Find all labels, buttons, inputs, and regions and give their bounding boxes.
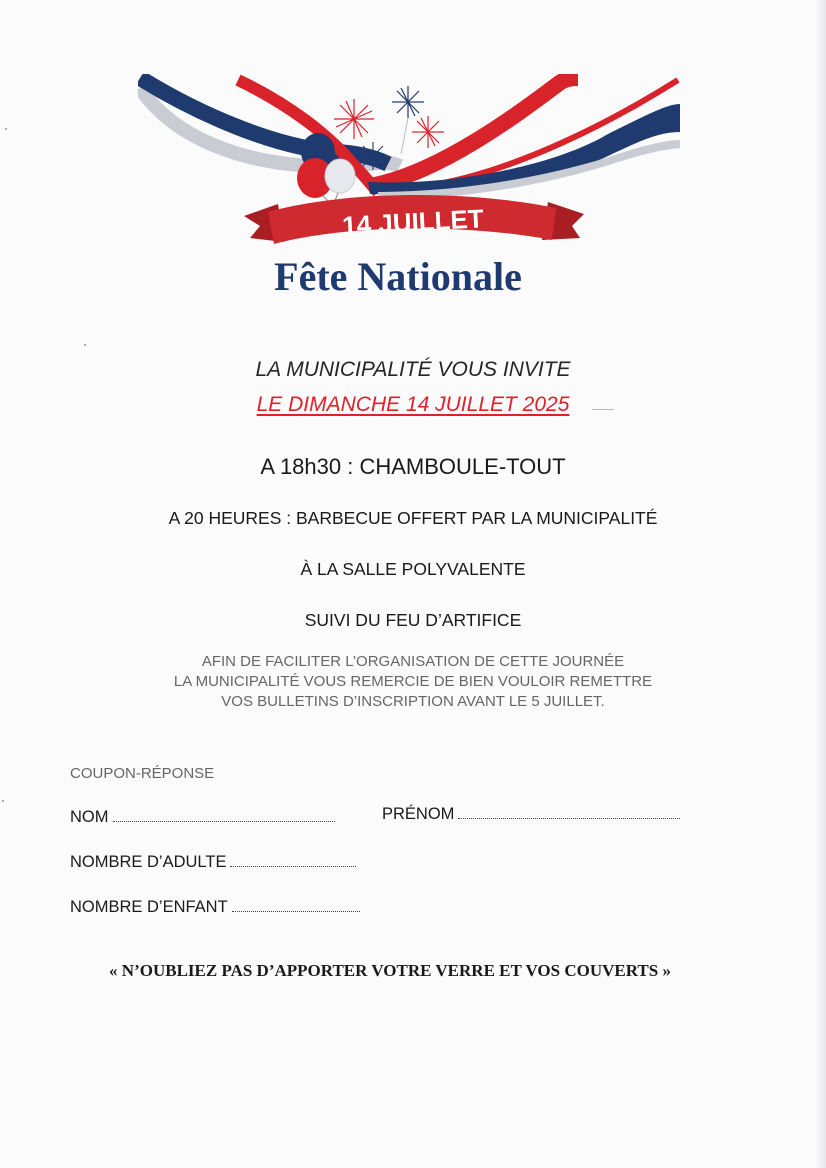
balloons xyxy=(297,133,355,206)
invitation-line: LA MUNICIPALITÉ VOUS INVITE xyxy=(255,358,571,381)
prenom-field[interactable] xyxy=(382,805,680,824)
coupon-title: COUPON-RÉPONSE xyxy=(70,765,215,782)
schedule-item-fireworks: SUIVI DU FEU D’ARTIFICE xyxy=(304,610,522,630)
firework-3 xyxy=(412,116,444,148)
enfants-field[interactable] xyxy=(70,898,360,917)
schedule-item-barbecue: A 20 HEURES : BARBECUE OFFERT PAR LA MUNICIPALITÉ xyxy=(168,508,658,528)
scan-speck xyxy=(84,344,86,346)
firework-1 xyxy=(334,99,374,139)
event-date-text: LE DIMANCHE 14 JUILLET 2025 xyxy=(256,393,570,416)
schedule-item-chamboule-tout: A 18h30 : CHAMBOULE-TOUT xyxy=(260,454,566,479)
registration-note xyxy=(0,652,826,712)
adultes-field[interactable] xyxy=(70,853,356,872)
prenom-dotted-line[interactable] xyxy=(458,806,680,819)
prenom-label: PRÉNOM xyxy=(382,805,455,823)
note-line-1: AFIN DE FACILITER L’ORGANISATION DE CETTE JOURNÉE xyxy=(201,653,625,670)
nom-label: NOM xyxy=(70,808,109,826)
event-date xyxy=(0,393,826,417)
note-line-3: VOS BULLETINS D’INSCRIPTION AVANT LE 5 JUILLET. xyxy=(221,693,605,710)
scan-speck xyxy=(5,128,7,130)
reminder-line: « N’OUBLIEZ PAS D’APPORTER VOTRE VERRE ET VOS COUVERTS » xyxy=(109,961,671,980)
enfants-label: NOMBRE D’ENFANT xyxy=(70,898,228,916)
date-dash-mark xyxy=(592,409,614,410)
adultes-label: NOMBRE D’ADULTE xyxy=(70,853,227,871)
nom-dotted-line[interactable] xyxy=(113,809,335,822)
fete-nationale-logo xyxy=(138,74,684,300)
adultes-dotted-line[interactable] xyxy=(230,854,356,867)
logo-title: Fête Nationale xyxy=(274,254,522,299)
note-line-2: LA MUNICIPALITÉ VOUS REMERCIE DE BIEN VOULOIR REMETTRE xyxy=(173,673,653,690)
page-edge-shadow xyxy=(816,0,826,1168)
firework-4 xyxy=(359,142,387,170)
banner-text: 14 JUILLET xyxy=(341,203,485,241)
scan-speck xyxy=(2,800,4,802)
enfants-dotted-line[interactable] xyxy=(232,899,360,912)
firework-2 xyxy=(392,86,424,118)
nom-field[interactable] xyxy=(70,808,335,827)
schedule-item-venue: À LA SALLE POLYVALENTE xyxy=(300,559,526,579)
